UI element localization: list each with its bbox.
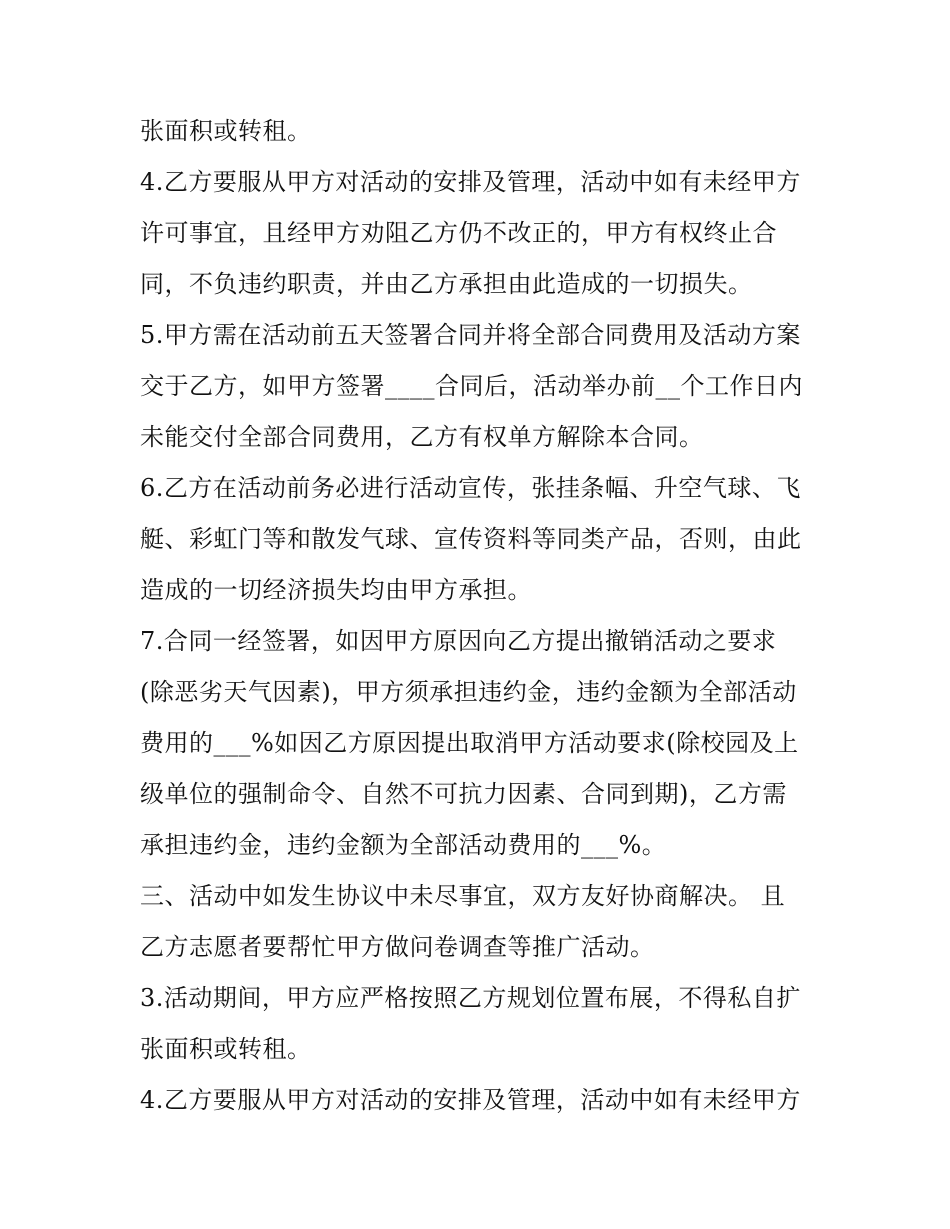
text-line: 4.乙方要服从甲方对活动的安排及管理，活动中如有未经甲方 bbox=[140, 168, 801, 196]
text-line: 费用的___%如因乙方原因提出取消甲方活动要求(除校园及上 bbox=[140, 729, 799, 757]
text-line: 4.乙方要服从甲方对活动的安排及管理，活动中如有未经甲方 bbox=[140, 1086, 801, 1114]
text-line: 5.甲方需在活动前五天签署合同并将全部合同费用及活动方案 bbox=[140, 321, 801, 349]
text-line: 艇、彩虹门等和散发气球、宣传资料等同类产品，否则，由此 bbox=[140, 525, 802, 553]
text-line: 张面积或转租。 bbox=[140, 1035, 312, 1063]
text-line: 乙方志愿者要帮忙甲方做问卷调查等推广活动。 bbox=[140, 933, 655, 961]
text-line: 交于乙方，如甲方签署____合同后，活动举办前__个工作日内 bbox=[140, 372, 803, 400]
text-line: 未能交付全部合同费用，乙方有权单方解除本合同。 bbox=[140, 423, 704, 451]
text-line: 许可事宜，且经甲方劝阻乙方仍不改正的，甲方有权终止合 bbox=[140, 219, 777, 247]
text-line: (除恶劣天气因素)，甲方须承担违约金，违约金额为全部活动 bbox=[140, 678, 797, 706]
text-line: 造成的一切经济损失均由甲方承担。 bbox=[140, 576, 532, 604]
contract-text-body bbox=[140, 106, 840, 1126]
text-line: 三、活动中如发生协议中未尽事宜，双方友好协商解决。 且 bbox=[140, 882, 786, 910]
text-line: 7.合同一经签署，如因甲方原因向乙方提出撤销活动之要求 bbox=[140, 627, 777, 655]
text-line: 级单位的强制命令、自然不可抗力因素、合同到期)，乙方需 bbox=[140, 780, 787, 808]
text-line: 张面积或转租。 bbox=[140, 117, 312, 145]
text-line: 承担违约金，违约金额为全部活动费用的___%。 bbox=[140, 831, 667, 859]
text-line: 3.活动期间，甲方应严格按照乙方规划位置布展，不得私自扩 bbox=[140, 984, 801, 1012]
text-line: 6.乙方在活动前务必进行活动宣传，张挂条幅、升空气球、飞 bbox=[140, 474, 801, 502]
text-line: 同，不负违约职责，并由乙方承担由此造成的一切损失。 bbox=[140, 270, 753, 298]
